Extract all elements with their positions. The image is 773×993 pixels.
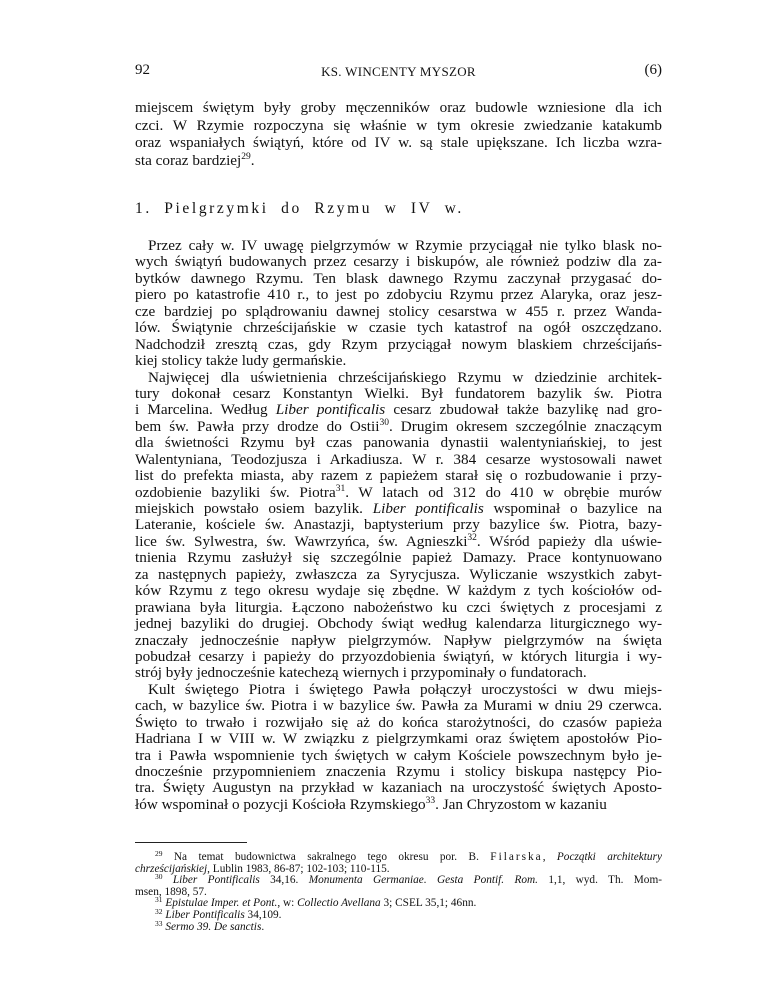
running-header — [135, 62, 662, 82]
text-run: dla świetności Rzymu był czas panowania dynastii walentyniańskiej, to jest — [135, 434, 662, 452]
text-run: za następnych papieży, zwłaszcza za Syrycjusza. Wyliczanie wszystkich zabyt- — [135, 565, 662, 583]
italic-text: Liber Pontificalis — [165, 908, 245, 921]
italic-text: chrześcijańskiej — [135, 862, 208, 875]
body-text — [135, 238, 662, 813]
text-run: tury dokonał cesarz Konstantyn Wielki. Był fundatorem bazylik św. Piotra — [135, 384, 662, 402]
text-run: 34,109. — [244, 908, 282, 921]
text-line — [135, 287, 662, 303]
footnote-marker: 30 — [379, 417, 389, 428]
footnote-line — [135, 918, 662, 934]
text-run: ozdobienie bazyliki św. Piotra — [135, 483, 336, 501]
intro-paragraph — [135, 99, 662, 169]
text-run — [163, 874, 173, 886]
text-run: Na temat budownictwa sakralnego tego okresu por. B. — [162, 851, 491, 863]
text-run: bem św. Pawła przy drodze do Ostii — [135, 417, 380, 435]
text-line — [135, 402, 662, 418]
text-run: strój były jednocześnie katechezą wiernych i przypominały o fundatorach. — [135, 664, 587, 682]
text-run: 34,16. — [259, 874, 309, 887]
text-line — [135, 797, 662, 813]
footnote-marker: 32 — [467, 532, 477, 543]
text-run: miejskich powstało osiem bazylik. — [135, 500, 373, 517]
text-line — [135, 320, 662, 336]
text-run: łów wspominał o pozycji Kościoła Rzymskiego — [135, 795, 426, 813]
text-line — [135, 682, 662, 698]
section-heading: 1. Pielgrzymki do Rzymu w IV w. — [135, 200, 464, 217]
text-run: dnocześnie przypomnieniem znaczenia Rzymu i stolicy biskupa następcy Pio- — [135, 763, 662, 780]
text-line — [135, 152, 662, 170]
text-line — [135, 353, 662, 369]
footnote-marker: 31 — [155, 895, 163, 905]
italic-text: Początki architektury — [556, 851, 662, 863]
text-line — [135, 337, 662, 353]
text-line — [135, 517, 662, 533]
text-line — [135, 600, 662, 616]
text-run: pobudzał cesarzy i papieży do przyozdobienia świątyń, w których liturgia i wy- — [135, 647, 662, 665]
footnote-marker: 33 — [155, 918, 163, 928]
text-run: lów. Świątynie chrześcijańskie w czasie tych katastrof na ogół oszczędzano. — [135, 319, 662, 337]
text-run: prawiana była liturgia. Łączono nabożeństwo ku czci świętych z procesjami z — [135, 598, 662, 616]
text-run: cze bardziej po splądrowaniu dawnej stolicy cesarstwa w 455 r. przez Wanda- — [135, 302, 662, 320]
text-line — [135, 386, 662, 402]
footnote-rule — [135, 842, 247, 843]
text-line — [135, 649, 662, 665]
text-run: . — [250, 151, 255, 169]
text-line — [135, 616, 662, 632]
text-run: , w: — [277, 897, 298, 910]
footnotes — [135, 849, 662, 933]
text-run: Nadchodził zresztą czas, gdy Rzym przyciągał nowym blaskiem chrześcijańs- — [135, 335, 662, 353]
text-run: Święto to trwało i rozwijało się aż do końca starożytności, do czasów papieża — [135, 713, 662, 731]
text-run: list do prefekta miasta, aby razem z papieżem starał się o rozbudowanie i przy- — [135, 467, 662, 485]
text-run: znaczały jednocześnie napływ pielgrzymów. Napływ pielgrzymów na święta — [135, 631, 662, 649]
footnote-marker: 29 — [155, 849, 163, 858]
text-line — [135, 468, 662, 484]
text-run: msen, 1898, 57. — [135, 885, 207, 898]
text-line — [135, 271, 662, 287]
italic-text: Sermo 39. De sanctis — [165, 920, 262, 933]
text-line — [135, 435, 662, 451]
text-line — [135, 419, 662, 435]
text-run: . — [261, 920, 265, 933]
text-line — [135, 748, 662, 764]
text-run: . Drugim okresem szczególnie znaczącym — [388, 417, 663, 435]
text-run: i Marcelina. Według — [135, 401, 276, 419]
author-name: Filarska — [490, 851, 543, 863]
text-line — [135, 550, 662, 566]
section-number: (6) — [644, 62, 662, 78]
text-run: kiej stolicy także ludy germańskie. — [135, 352, 347, 370]
text-run: Lateranie, kościele św. Anastazji, baptysterium przy bazylice św. Piotra, bazy- — [135, 516, 662, 534]
text-run: Hadriana I w VIII w. W związku z pielgrzymkami oraz świętem apostołów Pio- — [135, 730, 662, 748]
text-run: tra. Święty Augustyn na przykład w kazaniach na uroczystość świętych Aposto- — [135, 779, 662, 797]
text-line — [135, 715, 662, 731]
footnote-marker: 31 — [335, 483, 346, 494]
page-number: 92 — [135, 62, 150, 78]
text-line — [135, 370, 662, 386]
text-line — [135, 117, 662, 135]
text-line — [135, 731, 662, 747]
text-line — [135, 780, 662, 796]
text-run: ków Rzymu z tego okresu wydaje się zbędne. W każdym z tych kościołów od- — [135, 582, 662, 600]
footnote-marker: 29 — [241, 151, 251, 162]
text-line — [135, 633, 662, 649]
text-line — [135, 304, 662, 320]
text-line — [135, 665, 662, 681]
running-title: KS. WINCENTY MYSZOR — [321, 64, 476, 79]
text-run: wspominał o bazylice na — [483, 500, 662, 517]
text-run: Przez cały w. IV uwagę pielgrzymów w Rzymie przyciągał nie tylko blask no- — [148, 237, 662, 254]
text-run: 1,1, wyd. Th. Mom- — [538, 874, 662, 887]
text-run: Najwięcej dla uświetnienia chrześcijańskiego Rzymu w dziedzinie architek- — [148, 368, 662, 386]
text-line — [135, 534, 662, 550]
text-run: cach, w bazylice św. Piotra i w bazylice św. Pawła za Murami w dniu 29 czerwca. — [135, 697, 662, 715]
footnote-marker: 30 — [155, 872, 163, 882]
text-run: Walentyniana, Teodozjusza i Arkadiusza. W r. 384 cesarze wystosowali nawet — [135, 450, 662, 468]
text-run: piero po katastrofie 410 r., to jest po zdobyciu Rzymu przez Alaryka, oraz jesz- — [135, 286, 662, 304]
text-run: . Jan Chryzostom w kazaniu — [435, 795, 607, 813]
text-line — [135, 764, 662, 780]
text-run: . Wśród papieży dla uświe- — [476, 532, 662, 550]
text-line — [135, 501, 662, 517]
text-line — [135, 583, 662, 599]
text-line — [135, 254, 662, 270]
text-run: cesarz zbudował także bazylikę nad gro- — [385, 401, 662, 419]
text-line — [135, 567, 662, 583]
footnote-marker: 32 — [155, 906, 163, 916]
text-run: bytków dawnego Rzymu. Ten blask dawnego Rzymu zaczynał przygasać do- — [135, 269, 662, 287]
text-run: 3; CSEL 35,1; 46nn. — [380, 897, 477, 910]
text-run: sta coraz bardziej — [135, 151, 242, 169]
text-run: , Lublin 1983, 86-87; 102-103; 110-115. — [207, 862, 390, 875]
text-run: Kult świętego Piotra i świętego Pawła połączył uroczystości w dwu miejs- — [148, 680, 662, 698]
italic-text: Epistulae Imper. et Pont. — [165, 897, 278, 910]
footnote-line — [135, 872, 662, 887]
text-run: oraz wspaniałych świątyń, które od IV w. są stale upiększane. Ich liczba wzra- — [135, 134, 662, 152]
text-run: , — [542, 851, 557, 863]
text-line — [135, 698, 662, 714]
text-line — [135, 238, 662, 254]
text-line — [135, 134, 662, 152]
text-run: jednej bazyliki do drugiej. Obchody świąt według kalendarza liturgicznego wy- — [135, 615, 662, 633]
text-line — [135, 485, 662, 501]
text-run: miejscem świętym były groby męczenników oraz budowle wzniesione dla ich — [135, 99, 662, 116]
italic-text: Collectio Avellana — [297, 897, 381, 910]
text-run: lice św. Sylwestra, św. Wawrzyńca, św. Agnieszki — [135, 532, 468, 550]
italic-text: Liber pontificalis — [275, 401, 386, 419]
italic-text: Liber Pontificalis — [172, 874, 260, 887]
italic-text: Liber pontificalis — [372, 500, 484, 517]
footnote-marker: 33 — [425, 795, 436, 806]
text-run: tnienia Rzymu zasłużył się szczególnie papież Damazy. Prace kontynuowano — [135, 549, 662, 567]
text-line — [135, 452, 662, 468]
text-run: czci. W Rzymie rozpoczyna się właśnie w tym okresie zwiedzanie katakumb — [135, 116, 662, 134]
text-line — [135, 99, 662, 117]
text-run: wych świątyń budowanych przez cesarzy i biskupów, ale również podziw dla za- — [135, 253, 662, 271]
text-run: . W latach od 312 do 410 w obrębie murów — [345, 483, 662, 501]
text-run: tra i Pawła wspomnienie tych świętych w całym Kościele powszechnym było je- — [135, 746, 662, 764]
italic-text: Monumenta Germaniae. Gesta Pontif. Rom. — [308, 874, 538, 887]
